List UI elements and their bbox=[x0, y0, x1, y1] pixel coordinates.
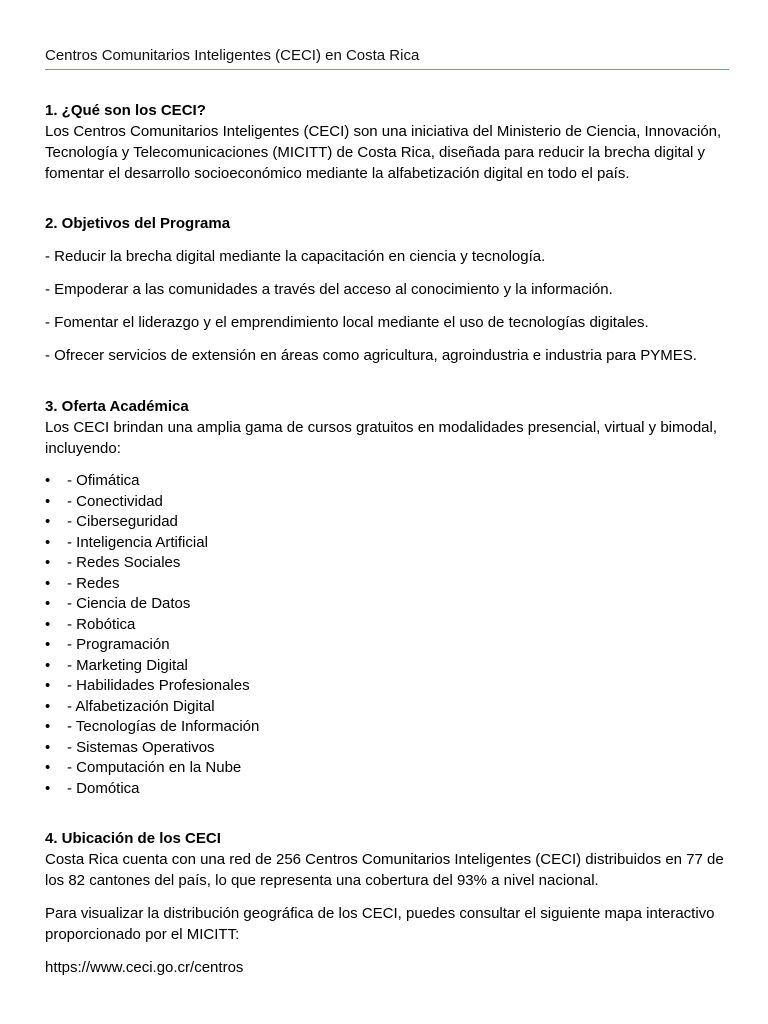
course-label: - Sistemas Operativos bbox=[67, 738, 215, 756]
section-ubicacion bbox=[45, 828, 729, 978]
bullet-icon: • bbox=[45, 492, 51, 510]
section-title: 4. Ubicación de los CECI bbox=[45, 830, 221, 847]
list-item bbox=[45, 717, 729, 738]
list-item bbox=[45, 635, 729, 656]
course-label: - Computación en la Nube bbox=[67, 759, 242, 776]
bullet-icon: • bbox=[45, 533, 51, 551]
section-intro: Los CECI brindan una amplia gama de cursos gratuitos en modalidades presencial, virtual y bimodal, incluyendo: bbox=[45, 419, 718, 457]
objective-item: - Empoderar a las comunidades a través del acceso al conocimiento y la información. bbox=[45, 281, 613, 298]
course-label: - Redes bbox=[67, 574, 120, 592]
bullet-icon: • bbox=[45, 554, 51, 571]
course-label: - Robótica bbox=[67, 615, 136, 633]
section-que-son bbox=[45, 100, 729, 184]
section-objetivos bbox=[45, 213, 729, 366]
course-label: - Marketing Digital bbox=[67, 656, 188, 674]
course-label: - Habilidades Profesionales bbox=[67, 677, 250, 694]
bullet-icon: • bbox=[45, 513, 51, 530]
section-body: Costa Rica cuenta con una red de 256 Centros Comunitarios Inteligentes (CECI) distribuidos en 77 de los 82 cantones del país, lo que representa una cobertura del 93% a nivel nacional. bbox=[45, 851, 724, 889]
list-item bbox=[45, 656, 729, 677]
course-label: - Inteligencia Artificial bbox=[67, 533, 208, 551]
course-label: - Conectividad bbox=[67, 492, 163, 510]
bullet-icon: • bbox=[45, 779, 51, 797]
course-label: - Domótica bbox=[67, 779, 140, 797]
section-title: 1. ¿Qué son los CECI? bbox=[45, 102, 206, 119]
course-list bbox=[45, 471, 729, 799]
list-item bbox=[45, 697, 729, 718]
course-label: - Ofimática bbox=[67, 472, 140, 489]
course-label: - Ciberseguridad bbox=[67, 513, 178, 530]
document-header: Centros Comunitarios Inteligentes (CECI) en Costa Rica bbox=[45, 45, 729, 70]
list-item bbox=[45, 779, 729, 800]
section-title: 3. Oferta Académica bbox=[45, 398, 189, 415]
list-item bbox=[45, 758, 729, 779]
course-label: - Tecnologías de Información bbox=[67, 718, 260, 735]
objective-item: - Ofrecer servicios de extensión en áreas como agricultura, agroindustria e industria para PYMES. bbox=[45, 347, 697, 364]
bullet-icon: • bbox=[45, 656, 51, 674]
list-item bbox=[45, 738, 729, 759]
objective-item: - Fomentar el liderazgo y el emprendimiento local mediante el uso de tecnologías digitales. bbox=[45, 314, 649, 331]
list-item bbox=[45, 492, 729, 513]
list-item bbox=[45, 533, 729, 554]
list-item bbox=[45, 512, 729, 533]
map-link[interactable]: https://www.ceci.go.cr/centros bbox=[45, 959, 244, 976]
bullet-icon: • bbox=[45, 595, 51, 612]
course-label: - Ciencia de Datos bbox=[67, 595, 191, 612]
list-item bbox=[45, 676, 729, 697]
section-body-2: Para visualizar la distribución geográfica de los CECI, puedes consultar el siguiente mapa interactivo proporcionado por el MICITT: bbox=[45, 905, 715, 943]
bullet-icon: • bbox=[45, 615, 51, 633]
bullet-icon: • bbox=[45, 472, 51, 489]
list-item bbox=[45, 553, 729, 574]
course-label: - Programación bbox=[67, 636, 170, 653]
list-item bbox=[45, 615, 729, 636]
list-item bbox=[45, 594, 729, 615]
bullet-icon: • bbox=[45, 574, 51, 592]
course-label: - Redes Sociales bbox=[67, 554, 181, 571]
document-page bbox=[45, 0, 729, 978]
bullet-icon: • bbox=[45, 738, 51, 756]
course-label: - Alfabetización Digital bbox=[67, 697, 215, 715]
list-item bbox=[45, 574, 729, 595]
list-item bbox=[45, 471, 729, 492]
section-body: Los Centros Comunitarios Inteligentes (CECI) son una iniciativa del Ministerio de Ciencia, Innovación, Tecnología y Telecomunicaciones (MICITT) de Costa Rica, diseñada para reducir la brecha digital y fomentar el desarrollo socioeconómico mediante la alfabetización digital en todo el país. bbox=[45, 123, 722, 182]
objective-item: - Reducir la brecha digital mediante la capacitación en ciencia y tecnología. bbox=[45, 248, 546, 265]
bullet-icon: • bbox=[45, 697, 51, 715]
bullet-icon: • bbox=[45, 636, 51, 653]
section-oferta-academica bbox=[45, 396, 729, 799]
bullet-icon: • bbox=[45, 718, 51, 735]
bullet-icon: • bbox=[45, 677, 51, 694]
section-title: 2. Objetivos del Programa bbox=[45, 215, 231, 232]
bullet-icon: • bbox=[45, 759, 51, 776]
